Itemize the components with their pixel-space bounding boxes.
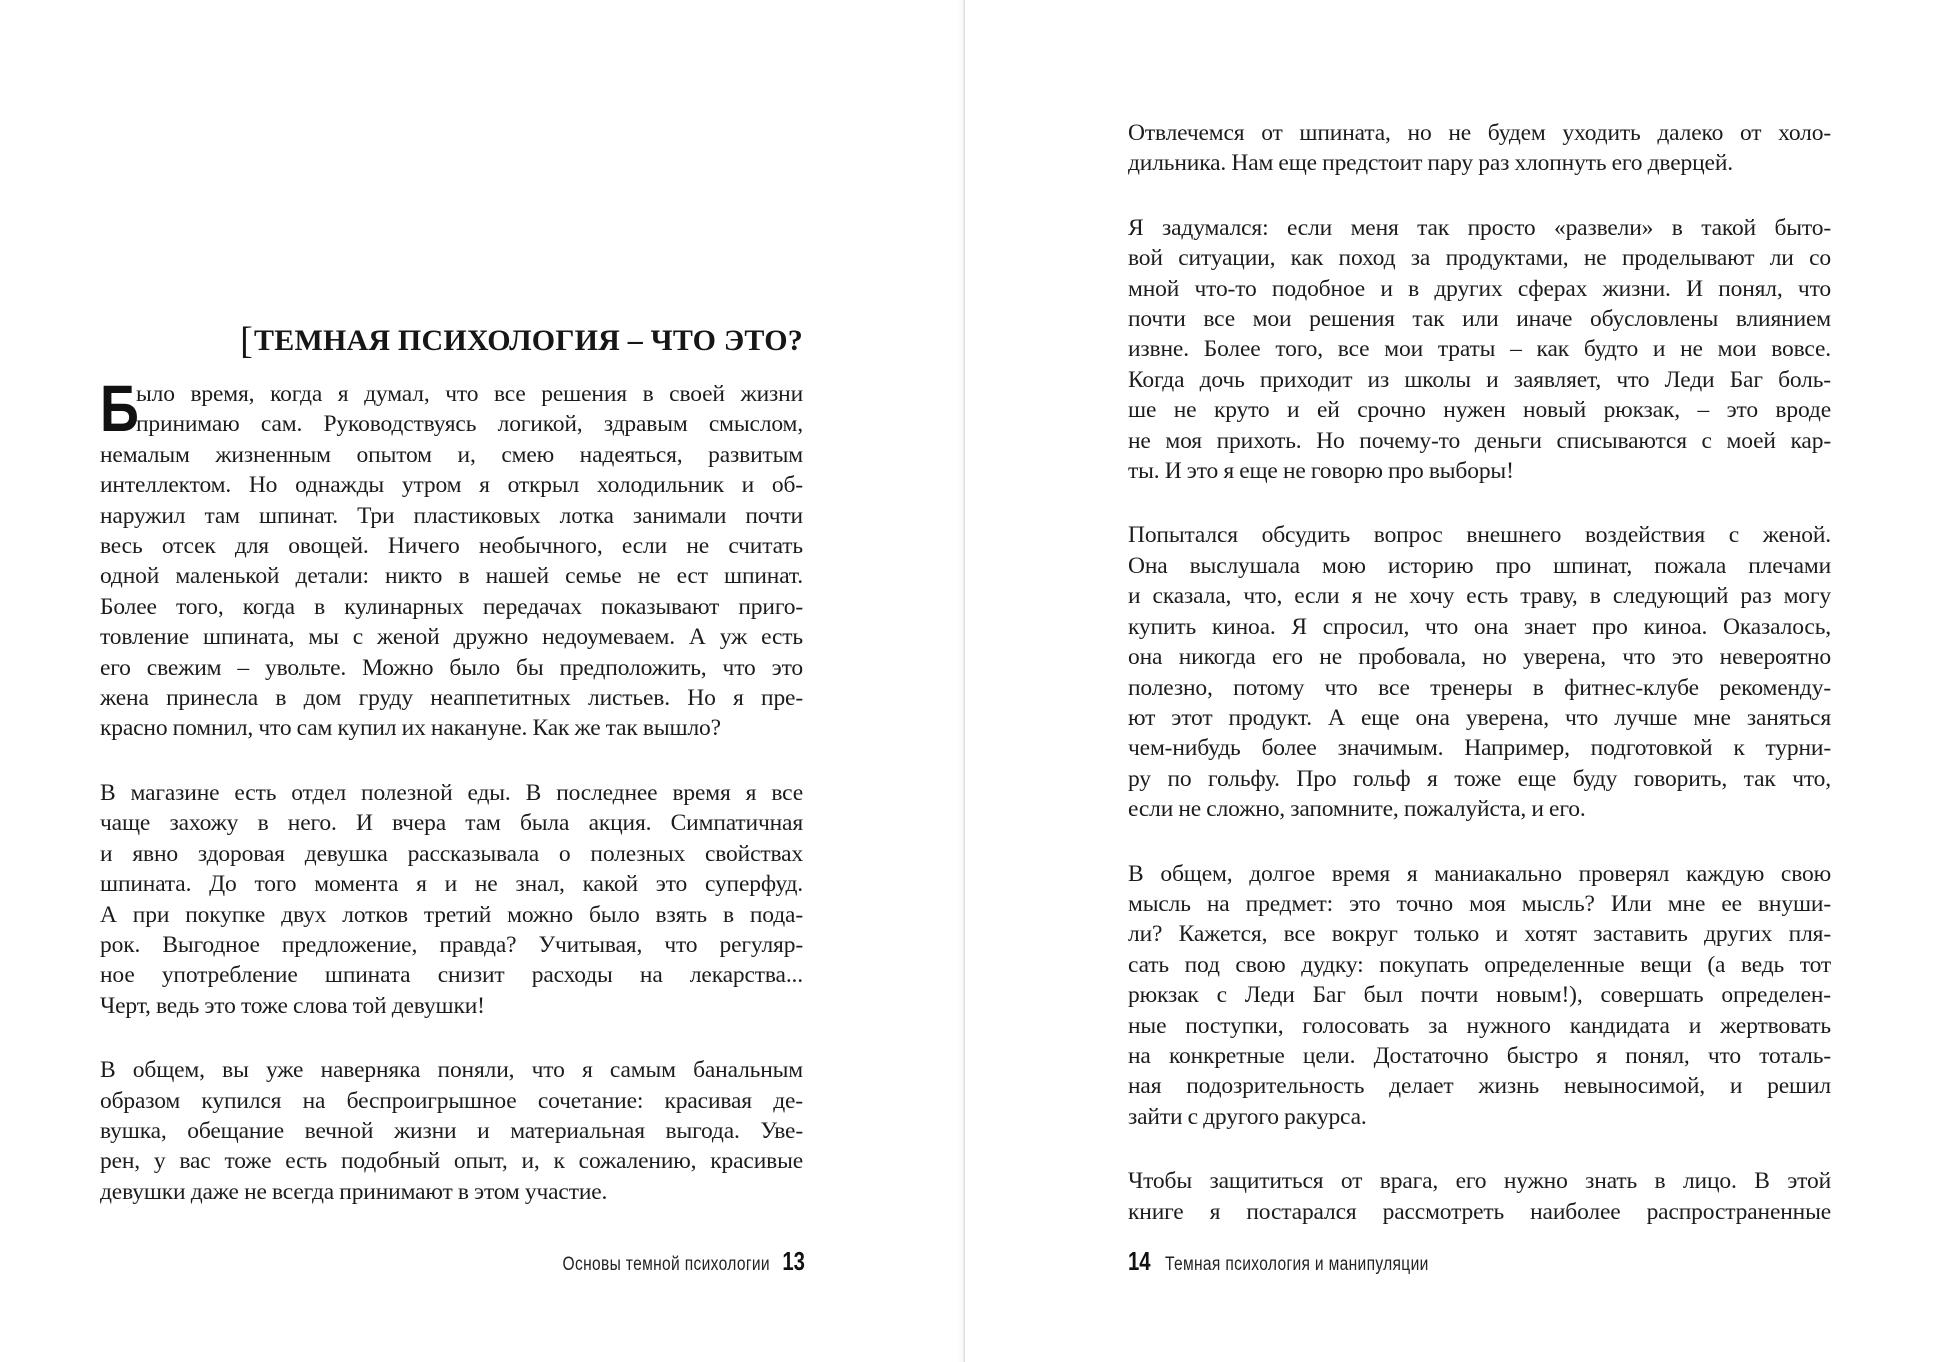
page-number: 13 [782, 1246, 805, 1276]
paragraph [1128, 1166, 1831, 1227]
text-line: одной маленькой детали: никто в нашей семье не ест шпинат. [100, 563, 803, 590]
text-line: чем-нибудь более значимым. Например, подготовкой к турни- [1128, 735, 1831, 762]
text-line: ше не круто и ей срочно нужен новый рюкзак, – это вроде [1128, 397, 1831, 424]
text-line: купить киноа. Я спросил, что она знает про киноа. Оказалось, [1128, 613, 1831, 640]
running-title: Темная психология и манипуляции [1164, 1254, 1429, 1275]
paragraph [100, 778, 803, 1021]
text-line: В общем, долгое время я маниакально проверял каждую свою [1128, 860, 1831, 887]
text-line: сать под свою дудку: покупать определенные вещи (а ведь тот [1128, 951, 1831, 978]
text-line: на конкретные цели. Достаточно быстро я понял, что тоталь- [1128, 1042, 1831, 1069]
text-line: почти все мои решения так или иначе обусловлены влиянием [1128, 306, 1831, 333]
text-line: книге я постарался рассмотреть наиболее распространенные [1128, 1198, 1831, 1225]
paragraph [100, 1055, 803, 1207]
drop-cap: Б [100, 371, 139, 445]
text-line: Более того, когда в кулинарных передачах показывают приго- [100, 593, 803, 620]
paragraph [1128, 859, 1831, 1133]
paragraph [1128, 118, 1831, 179]
left-text-column [100, 318, 803, 1241]
text-line: зайти с другого ракурса. [1128, 1103, 1367, 1130]
text-line: рен, у вас тоже есть подобный опыт, и, к сожалению, красивые [100, 1148, 803, 1175]
text-line: А при покупке двух лотков третий можно было взять в пода- [100, 901, 803, 928]
paragraph [1128, 213, 1831, 487]
text-line: принимаю сам. Руководствуясь логикой, здравым смыслом, [136, 411, 803, 438]
text-line: не моя прихоть. Но почему-то деньги списываются с моей кар- [1128, 427, 1831, 454]
text-line: его свежим – увольте. Можно было бы предположить, что это [100, 654, 803, 681]
text-line: извне. Более того, все мои траты – как будто и не мои вовсе. [1128, 336, 1831, 363]
page-footer-right [1128, 1246, 1486, 1277]
text-line: вушка, обещание вечной жизни и материальная выгода. Уве- [100, 1117, 803, 1144]
text-line: рок. Выгодное предложение, правда? Учитывая, что регуляр- [100, 931, 803, 958]
chapter-title-text: ТЕМНАЯ ПСИХОЛОГИЯ – ЧТО ЭТО? [254, 324, 803, 357]
right-text-column [1128, 118, 1831, 1261]
text-line: Черт, ведь это тоже слова той девушки! [100, 992, 485, 1019]
text-line: Попытался обсудить вопрос внешнего воздействия с женой. [1128, 522, 1831, 549]
text-line: девушки даже не всегда принимают в этом участие. [100, 1178, 608, 1205]
text-line: ли? Кажется, все вокруг только и хотят заставить других пля- [1128, 921, 1831, 948]
text-line: если не сложно, запомните, пожалуйста, и его. [1128, 796, 1586, 823]
text-line: В магазине есть отдел полезной еды. В последнее время я все [100, 779, 803, 806]
text-line: интеллектом. Но однажды утром я открыл холодильник и об- [100, 472, 803, 499]
text-line: Чтобы защититься от врага, его нужно знать в лицо. В этой [1128, 1168, 1831, 1195]
text-line: она никогда его не пробовала, но уверена, что это невероятно [1128, 644, 1831, 671]
text-line: Я задумался: если меня так просто «развели» в такой быто- [1128, 214, 1831, 241]
text-line: товление шпината, мы с женой дружно недоумеваем. А уж есть [100, 624, 803, 651]
text-line: шпината. До того момента я и не знал, какой это суперфуд. [100, 871, 803, 898]
text-line: дильника. Нам еще предстоит пару раз хлопнуть его дверцей. [1128, 150, 1733, 177]
chapter-title [100, 318, 803, 361]
text-line: полезно, потому что все тренеры в фитнес-клубе рекоменду- [1128, 674, 1831, 701]
text-line: ру по гольфу. Про гольф я тоже еще буду говорить, так что, [1128, 765, 1831, 792]
text-line: и сказала, что, если я не хочу есть траву, в следующий раз могу [1128, 583, 1831, 610]
paragraph [1128, 520, 1831, 824]
text-line: ют этот продукт. А еще она уверена, что лучше мне заняться [1128, 704, 1831, 731]
text-line: чаще захожу в него. И вчера там была акция. Симпатичная [100, 810, 803, 837]
text-line: вой ситуации, как поход за продуктами, не проделывают ли со [1128, 245, 1831, 272]
left-page [0, 0, 963, 1362]
text-line: мысль на предмет: это точно моя мысль? Или мне ее внуши- [1128, 890, 1831, 917]
text-line: Отвлечемся от шпината, но не будем уходить далеко от холо- [1128, 120, 1831, 146]
paragraph [100, 371, 803, 744]
chapter-title-bracket: [ [240, 320, 254, 362]
text-line: ыло время, когда я думал, что все решения в своей жизни [136, 381, 803, 407]
text-line: ное употребление шпината снизит расходы на лекарства... [100, 962, 803, 989]
text-line: красно помнил, что сам купил их накануне. Как же так вышло? [100, 715, 721, 742]
right-page [965, 0, 1940, 1362]
page-number: 14 [1128, 1246, 1151, 1276]
text-line: ные поступки, голосовать за нужного кандидата и жертвовать [1128, 1012, 1831, 1039]
text-line: ная подозрительность делает жизнь невыносимой, и решил [1128, 1073, 1831, 1100]
text-line: наружил там шпинат. Три пластиковых лотка занимали почти [100, 502, 803, 529]
text-line: рюкзак с Леди Баг был почти новым!), совершать определен- [1128, 982, 1831, 1009]
text-line: образом купился на беспроигрышное сочетание: красивая де- [100, 1087, 803, 1114]
page-footer-left [517, 1246, 805, 1277]
text-line: ты. И это я еще не говорю про выборы! [1128, 458, 1514, 485]
text-line: и явно здоровая девушка рассказывала о полезных свойствах [100, 840, 803, 867]
text-line: Она выслушала мою историю про шпинат, пожала плечами [1128, 552, 1831, 579]
text-line: весь отсек для овощей. Ничего необычного, если не считать [100, 533, 803, 560]
text-line: Когда дочь приходит из школы и заявляет, что Леди Баг боль- [1128, 366, 1831, 393]
text-line: мной что-то подобное и в других сферах жизни. И понял, что [1128, 275, 1831, 302]
text-line: жена принесла в дом груду неаппетитных листьев. Но я пре- [100, 685, 803, 712]
running-title: Основы темной психологии [562, 1254, 771, 1275]
text-line: немалым жизненным опытом и, смею надеяться, развитым [100, 441, 803, 468]
text-line: В общем, вы уже наверняка поняли, что я самым банальным [100, 1057, 803, 1084]
